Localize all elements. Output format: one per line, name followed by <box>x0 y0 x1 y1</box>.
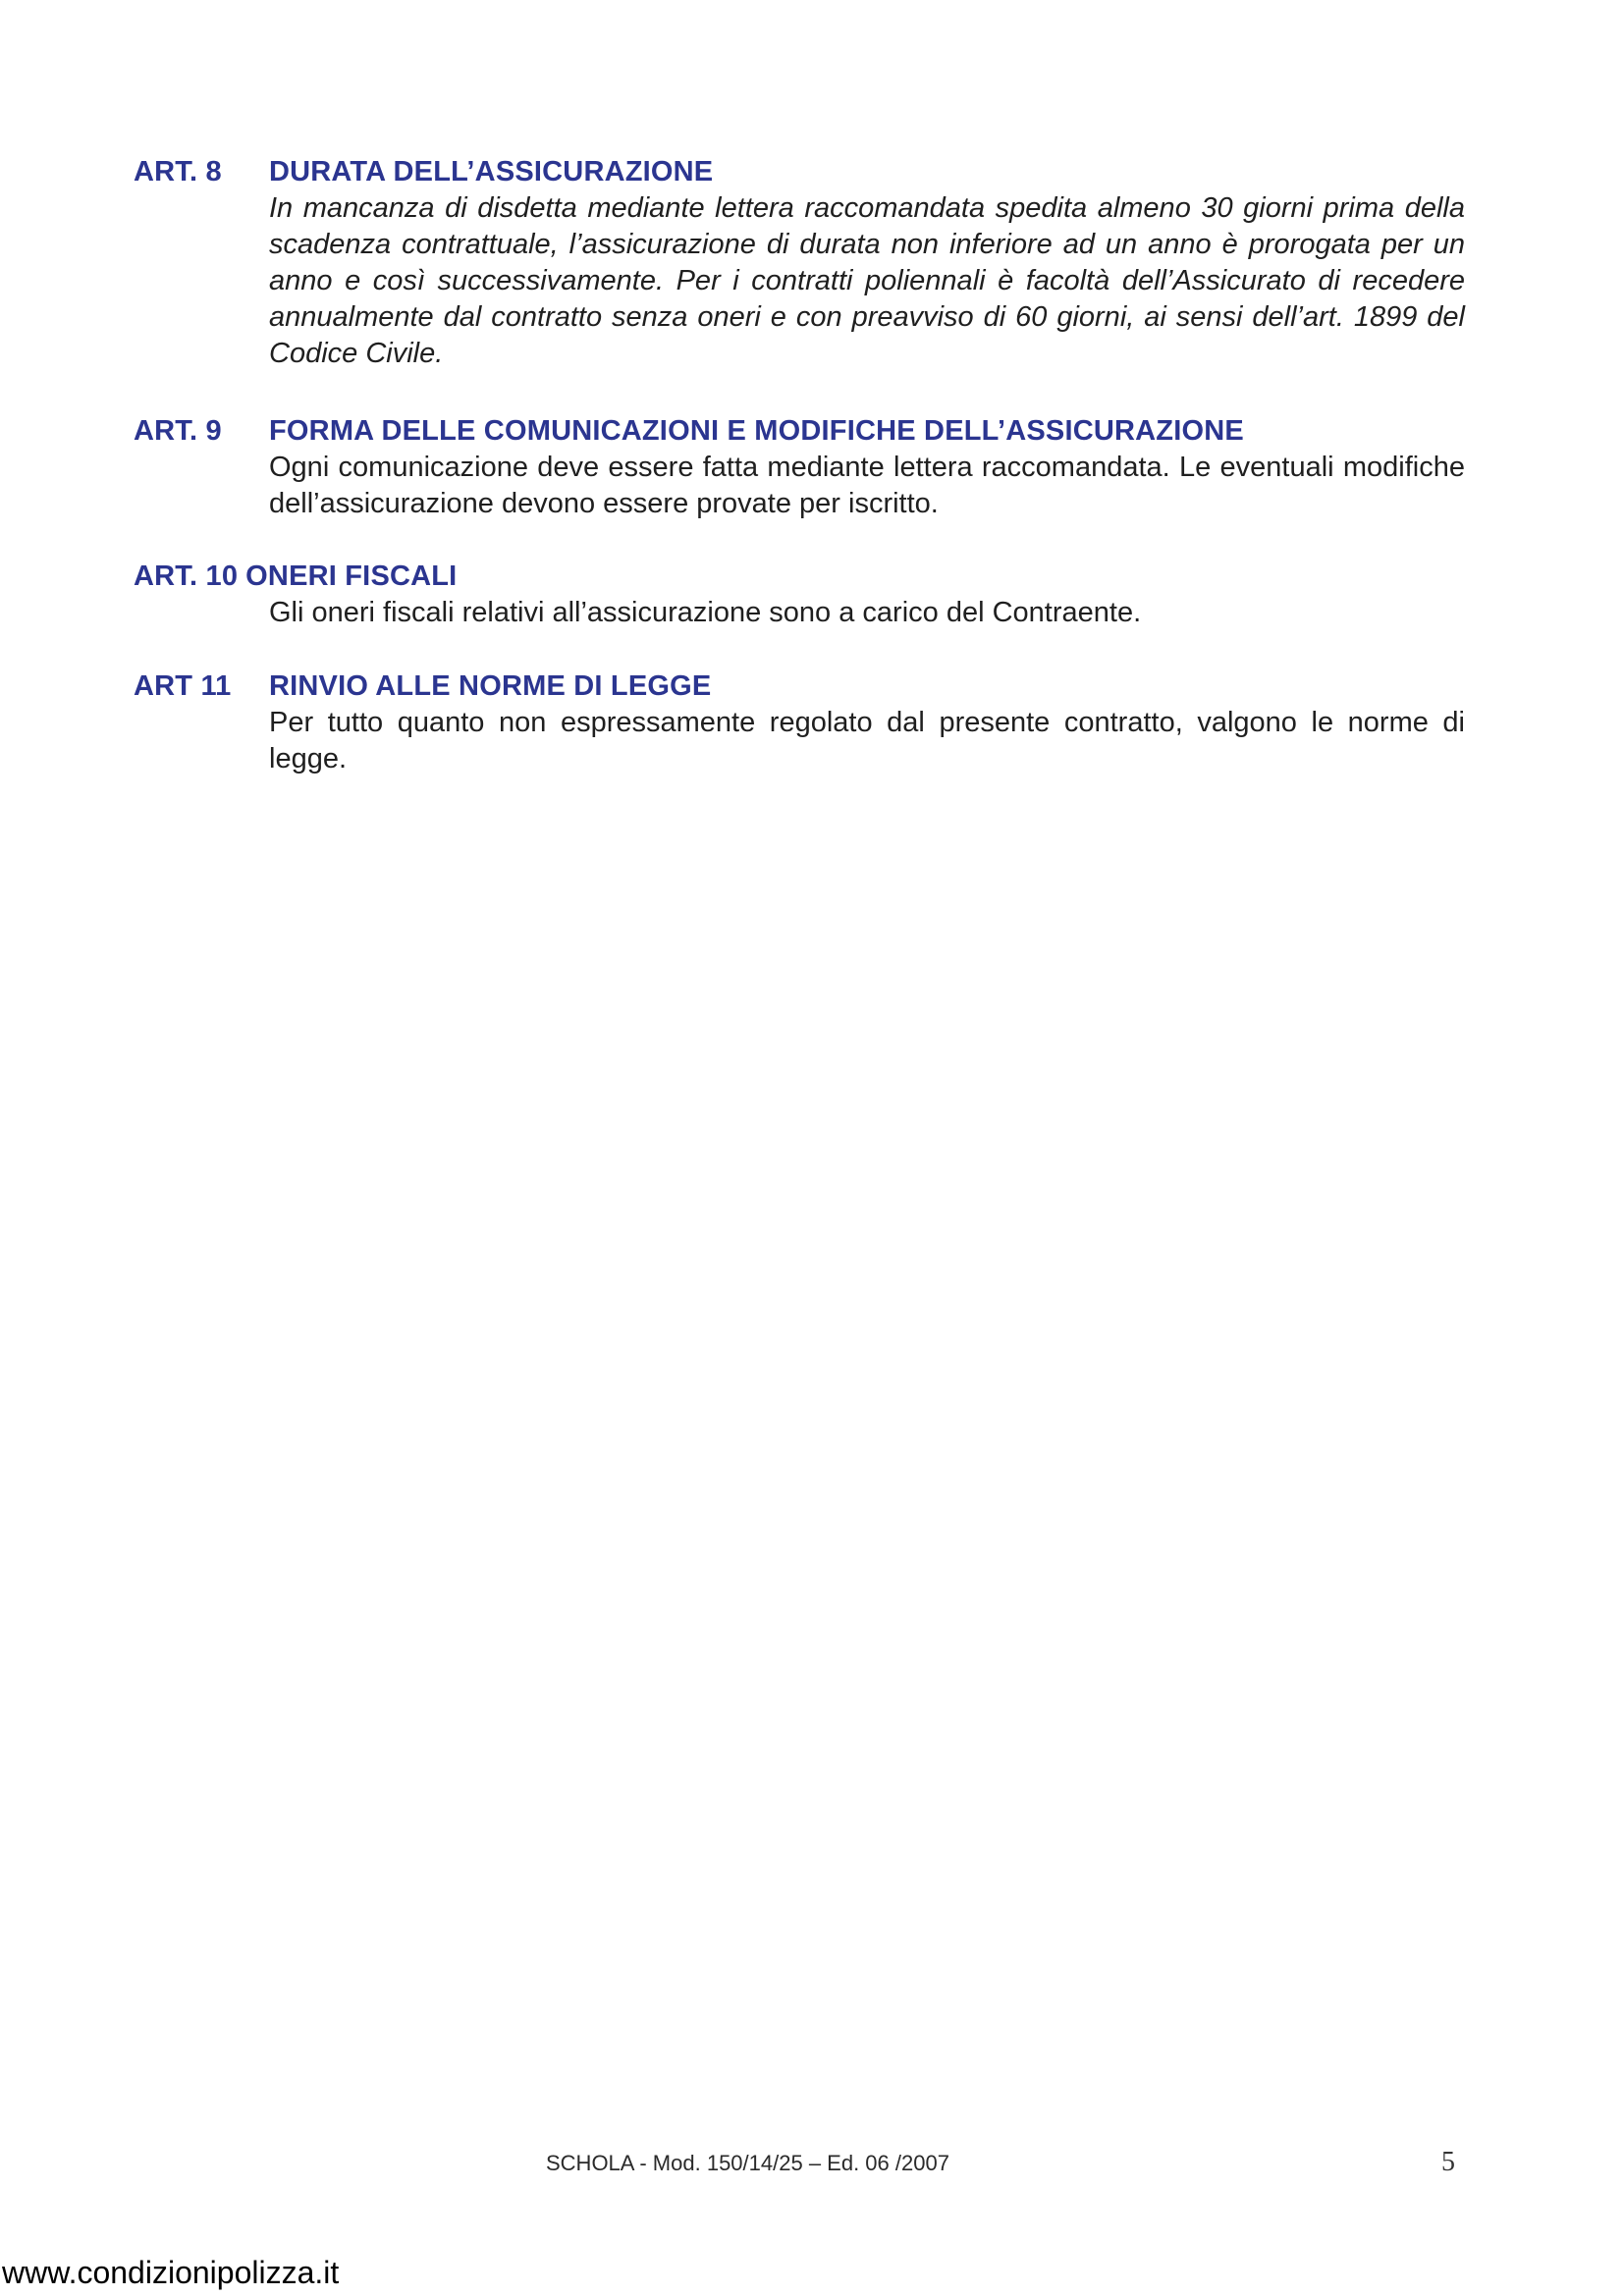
article-number: ART. 9 <box>134 415 222 447</box>
footer-text: SCHOLA - Mod. 150/14/25 – Ed. 06 /2007 <box>546 2151 949 2175</box>
article-title: FORMA DELLE COMUNICAZIONI E MODIFICHE DELL’ASSICURAZIONE <box>269 415 1244 447</box>
article-9 <box>134 412 1465 522</box>
article-heading <box>134 412 1465 450</box>
article-heading <box>134 667 1465 705</box>
article-number: ART. 10 <box>134 561 239 592</box>
article-number: ART 11 <box>134 670 232 702</box>
article-title: ONERI FISCALI <box>245 561 458 592</box>
article-title: DURATA DELL’ASSICURAZIONE <box>269 156 714 187</box>
article-body: In mancanza di disdetta mediante lettera raccomandata spedita almeno 30 giorni prima della scadenza contrattuale, l’assicurazione di durata non inferiore ad un anno è prorogata per un anno e così successivamente. Per i contratti poliennali è facoltà dell’Assicurato di recedere annualmente dal contratto senza oneri e con preavviso di 60 giorni, ai sensi dell’art. 1899 del Codice Civile. <box>269 192 1465 369</box>
article-body: Ogni comunicazione deve essere fatta mediante lettera raccomandata. Le eventuali modifiche dell’assicurazione devono essere provate per iscritto. <box>269 452 1465 519</box>
article-title: RINVIO ALLE NORME DI LEGGE <box>269 670 712 702</box>
article-heading <box>134 558 1465 595</box>
article-11 <box>134 667 1465 777</box>
article-number: ART. 8 <box>134 156 222 187</box>
watermark-link[interactable]: www.condizionipolizza.it <box>2 2255 340 2290</box>
article-body: Gli oneri fiscali relativi all’assicurazione sono a carico del Contraente. <box>269 597 1142 628</box>
article-heading <box>134 153 1465 190</box>
article-8 <box>134 153 1465 372</box>
article-body: Per tutto quanto non espressamente regolato dal presente contratto, valgono le norme di legge. <box>269 707 1465 774</box>
article-10 <box>134 558 1465 631</box>
page-number: 5 <box>1441 2147 1455 2177</box>
